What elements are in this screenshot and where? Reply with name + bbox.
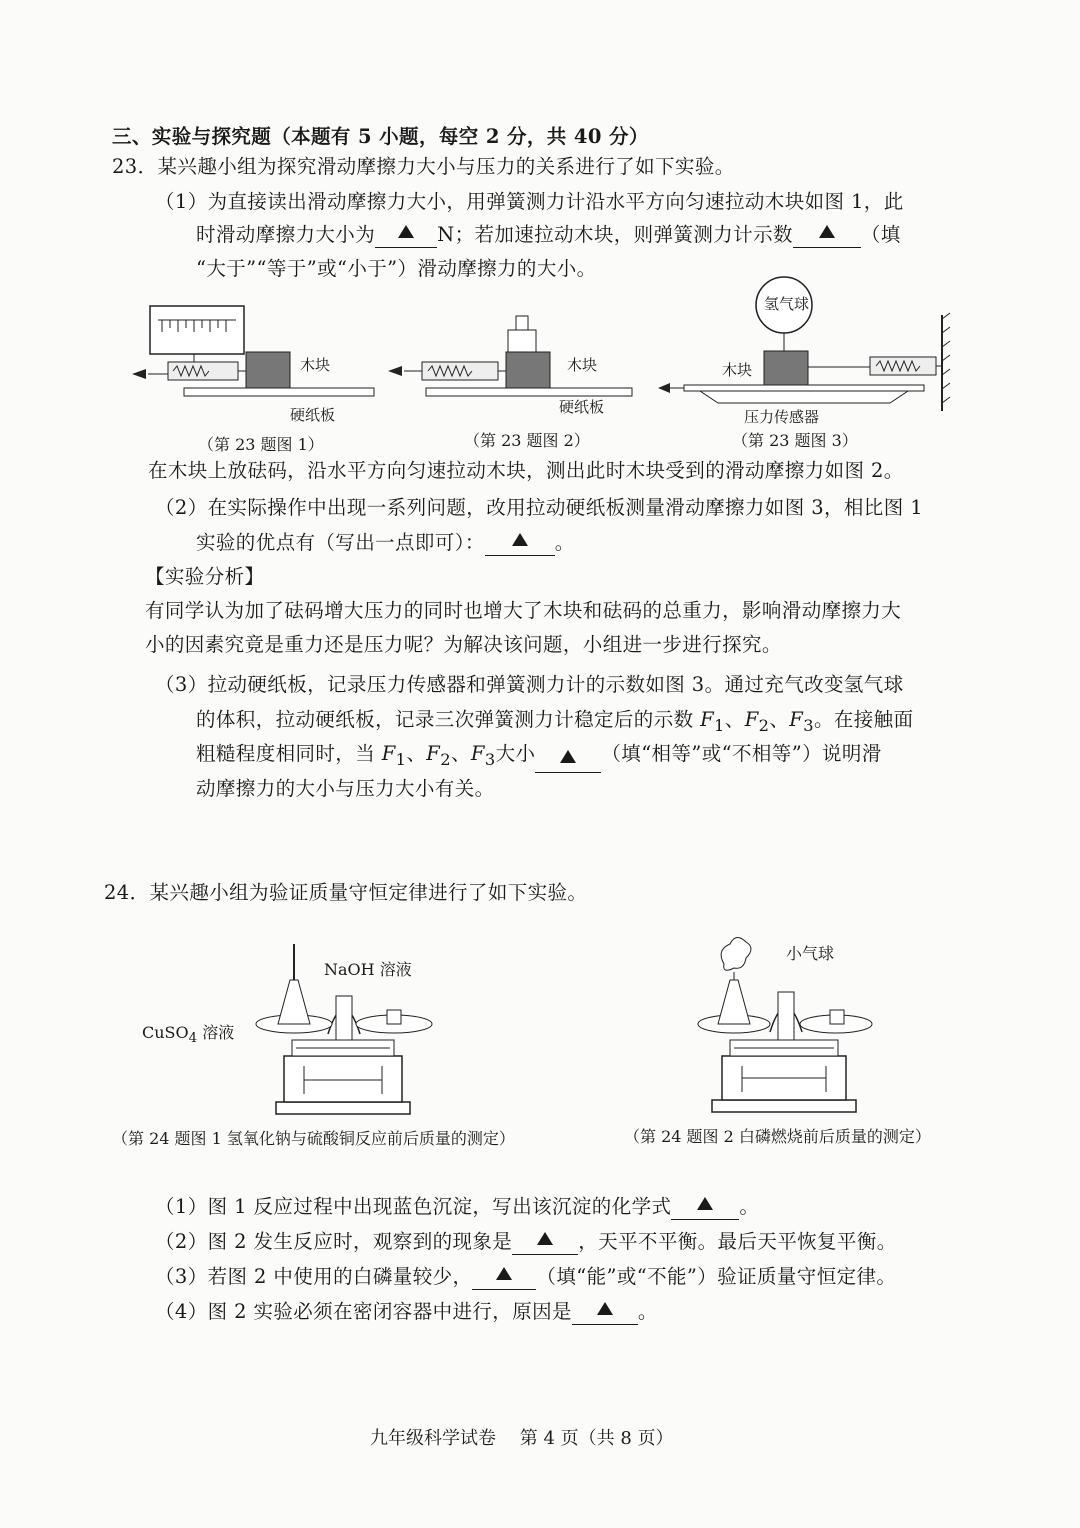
- triangle-icon: [512, 533, 528, 546]
- answer-blank[interactable]: [671, 1195, 739, 1220]
- cuso4-label: [142, 1020, 234, 1046]
- force-symbol: F: [426, 742, 441, 765]
- force-subscript: 1: [714, 715, 725, 735]
- small-balloon-label: 小气球: [786, 944, 835, 963]
- q23-part1-line2: [196, 222, 901, 248]
- cuso4-subscript: 4: [188, 1031, 198, 1047]
- q23-part2-text: 实验的优点有（写出一点即可）：: [196, 531, 485, 554]
- naoh-label: NaOH 溶液: [324, 960, 412, 979]
- fig1-board-label: 硬纸板: [290, 406, 336, 424]
- q23-part3-text: 。在接触面: [813, 708, 914, 731]
- q24-part2: [155, 1229, 897, 1255]
- fig3-block-label: 木块: [722, 361, 753, 379]
- answer-blank[interactable]: [472, 1265, 536, 1290]
- q23-part2-line1: （2）在实际操作中出现一系列问题，改用拉动硬纸板测量滑动摩擦力如图 3，相比图 1: [155, 496, 924, 519]
- q24-part1-text: 。: [739, 1195, 760, 1218]
- q23-part3-text: 粗糙程度相同时，当: [196, 742, 382, 765]
- separator: 、: [406, 742, 427, 765]
- q23-part2-line2: [196, 530, 575, 556]
- force-symbol: F: [700, 708, 715, 731]
- answer-blank[interactable]: [485, 531, 555, 556]
- force-symbol: F: [381, 742, 396, 765]
- force-subscript: 3: [484, 749, 496, 769]
- force-symbol: F: [744, 708, 759, 731]
- q23-part3-line1: （3）拉动硬纸板，记录压力传感器和弹簧测力计的示数如图 3。通过充气改变氢气球: [155, 673, 904, 696]
- q24-part4-text: （4）图 2 实验必须在密闭容器中进行，原因是: [155, 1300, 572, 1323]
- force-subscript: 2: [440, 749, 451, 769]
- triangle-icon: [537, 1232, 553, 1245]
- q24-part3-text: （填“能”或“不能”）验证质量守恒定律。: [536, 1265, 897, 1288]
- triangle-icon: [819, 225, 835, 238]
- q23-part1-text: 时滑动摩擦力大小为: [196, 223, 376, 246]
- q24-stem: 24．某兴趣小组为验证质量守恒定律进行了如下实验。: [104, 881, 588, 904]
- q24-part4-text: 。: [637, 1300, 658, 1323]
- q23-part2-text: 。: [554, 531, 575, 554]
- q23-part1-text: N；若加速拉动木块，则弹簧测力计示数: [437, 223, 793, 246]
- triangle-icon: [496, 1267, 512, 1280]
- cuso4-text: CuSO: [142, 1023, 189, 1042]
- force-subscript: 3: [803, 715, 814, 735]
- q24-part2-text: ，天平不平衡。最后天平恢复平衡。: [578, 1230, 897, 1253]
- q23-part1-line3: “大于”“等于”或“小于”）滑动摩擦力的大小。: [196, 257, 597, 280]
- fig3-balloon-label: 氢气球: [764, 295, 810, 313]
- separator: 、: [450, 742, 471, 765]
- triangle-icon: [398, 225, 414, 238]
- fig3-sensor-label: 压力传感器: [744, 408, 820, 426]
- q23-figure-1-caption: （第 23 题图 1）: [198, 435, 324, 454]
- fig1-block-label: 木块: [300, 356, 331, 374]
- q23-part1-text: （填: [860, 223, 901, 246]
- force-subscript: 1: [395, 749, 407, 769]
- triangle-icon: [597, 1302, 613, 1315]
- section-heading: 三、实验与探究题（本题有 5 小题，每空 2 分，共 40 分）: [112, 125, 649, 148]
- q23-part3-line2: [196, 707, 914, 739]
- q24-figure-2-caption: （第 24 题图 2 白磷燃烧前后质量的测定）: [624, 1127, 931, 1146]
- fig2-block-label: 木块: [567, 356, 598, 374]
- cuso4-text: 溶液: [197, 1023, 235, 1042]
- q24-part1: [155, 1194, 759, 1220]
- q23-part3-text: 大小: [495, 742, 536, 765]
- q24-part4: [155, 1299, 658, 1325]
- q23-part3-line4: 动摩擦力的大小与压力大小有关。: [196, 777, 495, 800]
- q23-figure-1: [128, 290, 388, 420]
- answer-blank[interactable]: [572, 1300, 638, 1325]
- q23-part3-text: （填“相等”或“不相等”）说明滑: [601, 742, 882, 765]
- q23-figure-2: [386, 290, 646, 420]
- q24-part3: [155, 1264, 896, 1290]
- answer-blank[interactable]: [535, 748, 601, 773]
- force-subscript: 2: [758, 715, 770, 735]
- q23-figure-2-caption: （第 23 题图 2）: [464, 431, 590, 450]
- q24-part2-text: （2）图 2 发生反应时，观察到的现象是: [155, 1230, 513, 1253]
- q23-part1-line1: （1）为直接读出滑动摩擦力大小，用弹簧测力计沿水平方向匀速拉动木块如图 1，此: [155, 190, 904, 213]
- force-symbol: F: [789, 708, 804, 731]
- page-footer: 九年级科学试卷 第 4 页（共 8 页）: [370, 1428, 674, 1449]
- separator: 、: [769, 708, 790, 731]
- q23-part3-line3: [196, 741, 882, 773]
- triangle-icon: [697, 1197, 713, 1210]
- answer-blank[interactable]: [512, 1230, 578, 1255]
- q24-part1-text: （1）图 1 反应过程中出现蓝色沉淀，写出该沉淀的化学式: [155, 1195, 672, 1218]
- q23-figure-3-caption: （第 23 题图 3）: [732, 431, 858, 450]
- analysis-line1: 有同学认为加了砝码增大压力的同时也增大了木块和砝码的总重力，影响滑动摩擦力大: [145, 599, 902, 622]
- answer-blank[interactable]: [375, 223, 437, 248]
- analysis-title: 【实验分析】: [145, 565, 265, 588]
- analysis-line2: 小的因素究竟是重力还是压力呢？为解决该问题，小组进一步进行探究。: [145, 633, 782, 656]
- q23-after-figure-text: 在木块上放砝码，沿水平方向匀速拉动木块，测出此时木块受到的滑动摩擦力如图 2。: [148, 459, 904, 482]
- q23-part3-text: 的体积，拉动硬纸板，记录三次弹簧测力计稳定后的示数: [196, 708, 701, 731]
- triangle-icon: [560, 750, 576, 763]
- q24-part3-text: （3）若图 2 中使用的白磷量较少，: [155, 1265, 473, 1288]
- q24-figure-1-caption: （第 24 题图 1 氢氧化钠与硫酸铜反应前后质量的测定）: [112, 1129, 515, 1148]
- force-symbol: F: [470, 742, 485, 765]
- fig2-board-label: 硬纸板: [559, 398, 605, 416]
- answer-blank[interactable]: [793, 223, 861, 248]
- separator: 、: [724, 708, 745, 731]
- q23-stem: 23．某兴趣小组为探究滑动摩擦力大小与压力的关系进行了如下实验。: [112, 155, 735, 178]
